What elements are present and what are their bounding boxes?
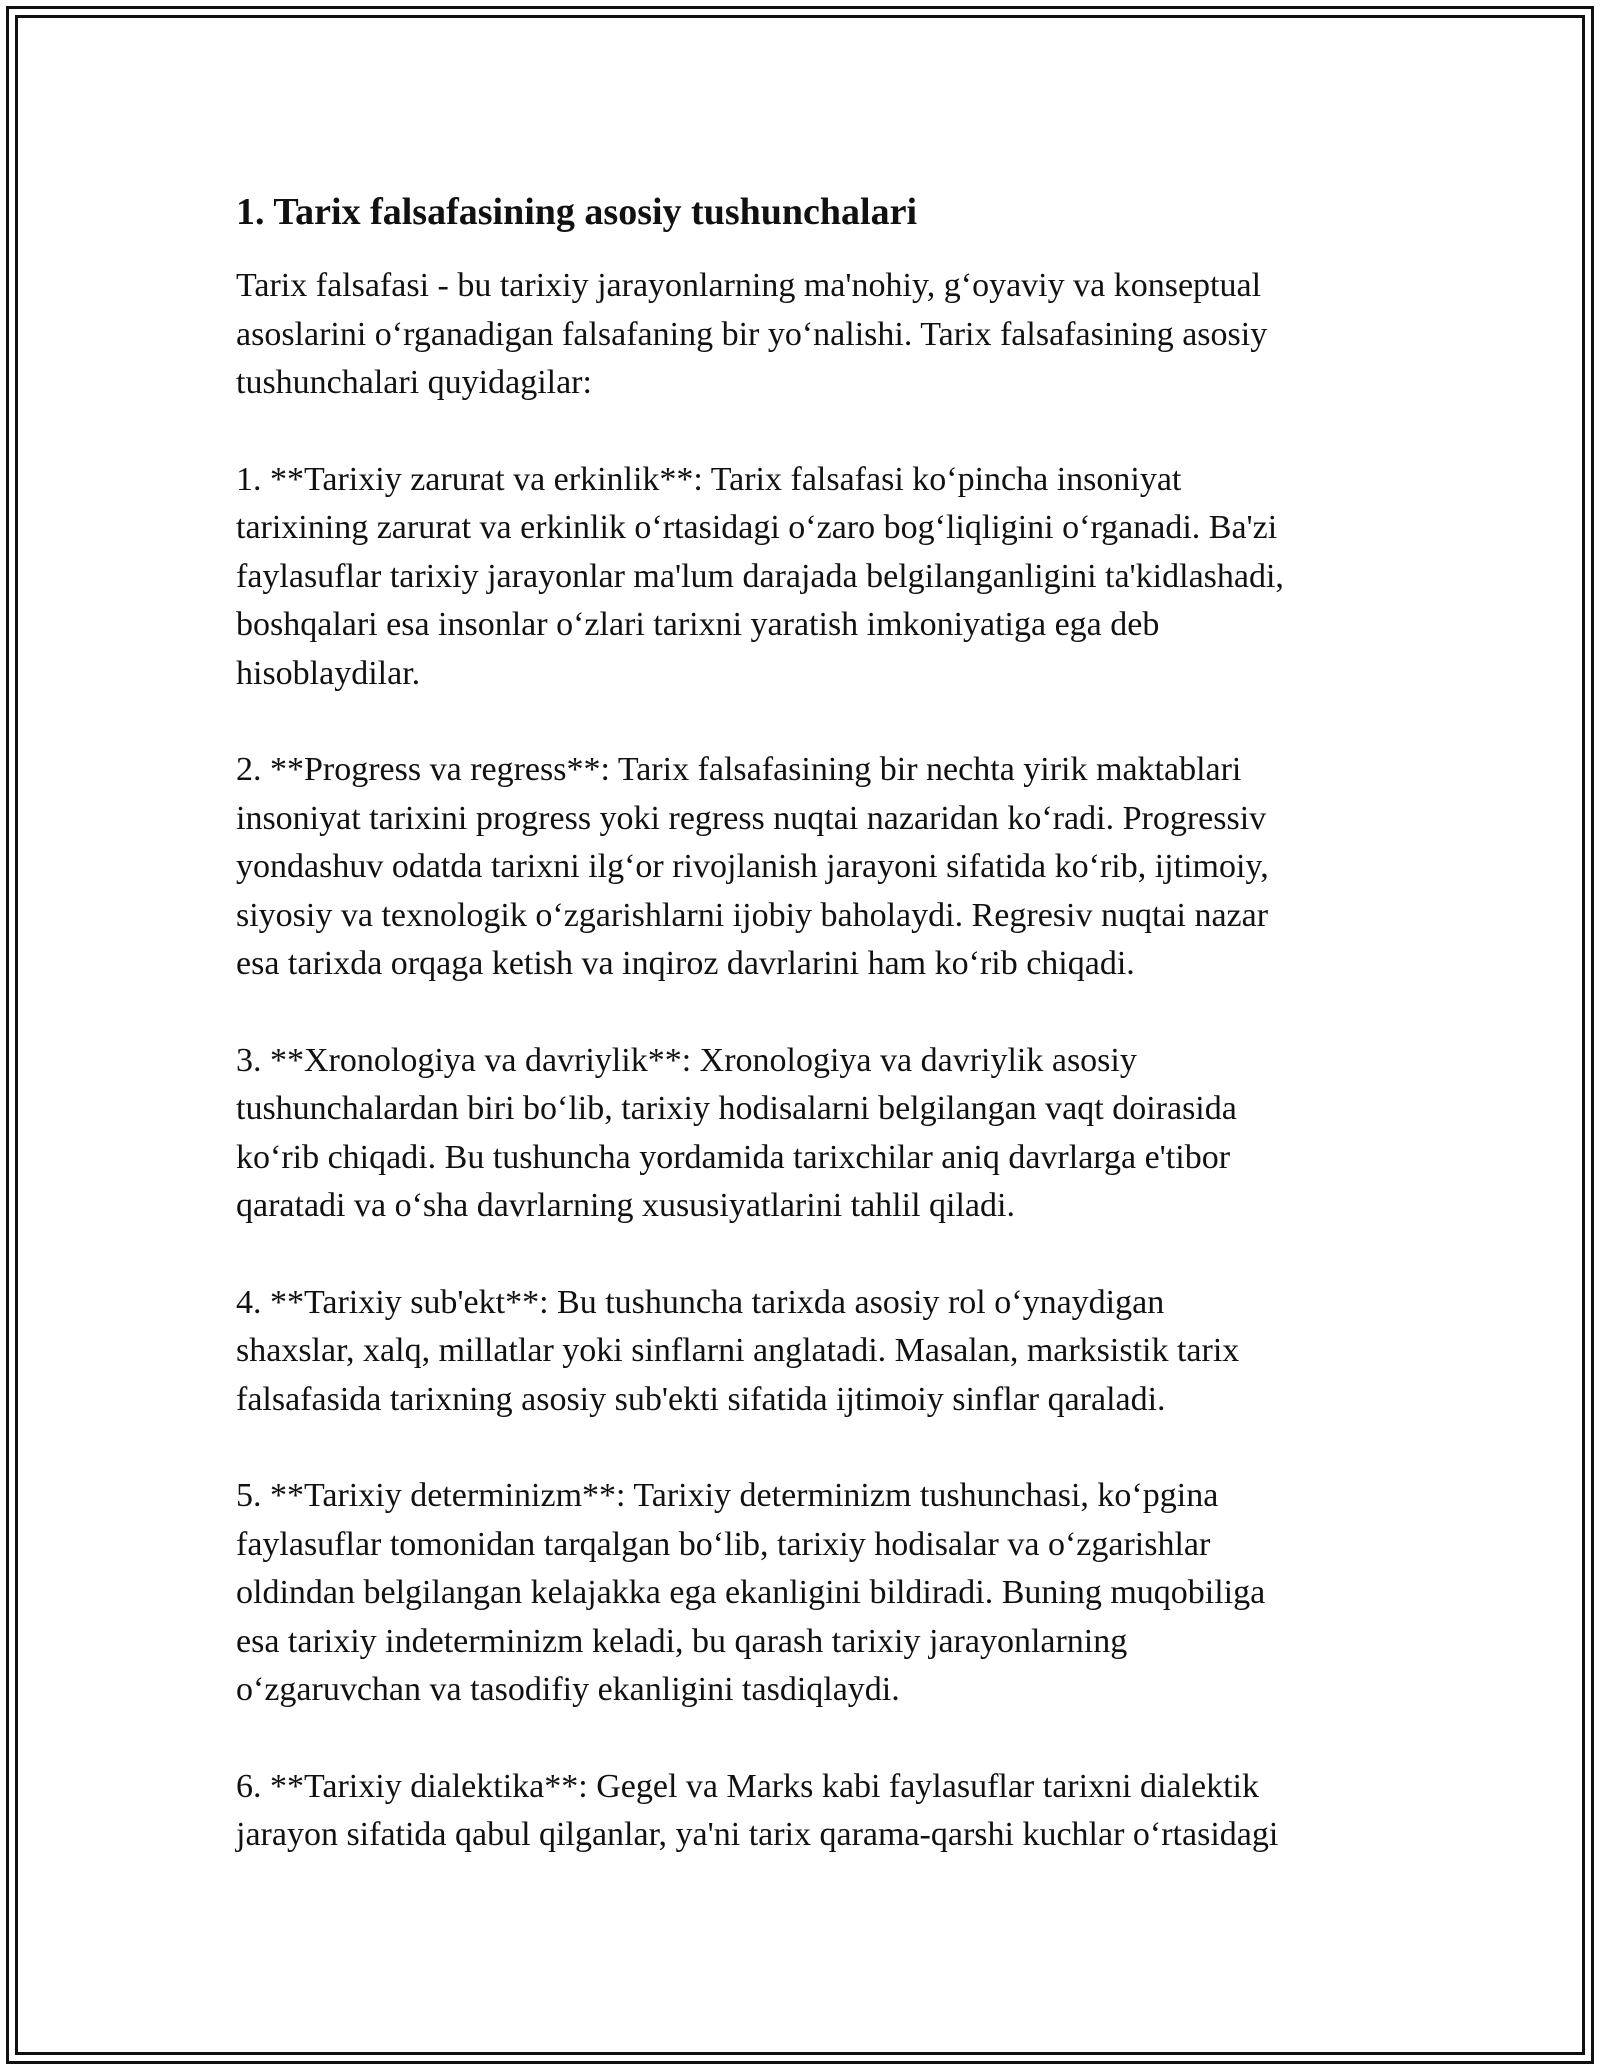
text-line: tarixining zarurat va erkinlik o‘rtasidagi o‘zaro bog‘liqligini o‘rganadi. Ba'zi: [236, 509, 1278, 546]
paragraph-item-1: [236, 456, 1376, 699]
text-line: Tarix falsafasi - bu tarixiy jarayonlarning ma'nohiy, g‘oyaviy va konseptual: [236, 267, 1262, 304]
text-line: faylasuflar tarixiy jarayonlar ma'lum darajada belgilanganligini ta'kidlashadi,: [236, 557, 1284, 595]
text-line: esa tarixiy indeterminizm keladi, bu qarash tarixiy jarayonlarning: [236, 1622, 1128, 1660]
paragraph-item-6: [236, 1763, 1376, 1860]
text-line: hisoblaydilar.: [236, 654, 421, 692]
text-line: tushunchalardan biri bo‘lib, tarixiy hodisalarni belgilangan vaqt doirasida: [236, 1090, 1237, 1127]
text-line: asoslarini o‘rganadigan falsafaning bir yo‘nalishi. Tarix falsafasining asosiy: [236, 315, 1268, 353]
text-line: 5. **Tarixiy determinizm**: Tarixiy determinizm tushunchasi, ko‘pgina: [236, 1477, 1219, 1514]
text-line: yondashuv odatda tarixni ilg‘or rivojlanish jarayoni sifatida ko‘rib, ijtimoiy,: [236, 848, 1269, 885]
text-line: 3. **Xronologiya va davriylik**: Xronologiya va davriylik asosiy: [236, 1041, 1137, 1079]
paragraph-intro: [236, 262, 1376, 408]
text-line: siyosiy va texnologik o‘zgarishlarni ijobiy baholaydi. Regresiv nuqtai nazar: [236, 896, 1269, 934]
text-line: o‘zgaruvchan va tasodifiy ekanligini tasdiqlaydi.: [236, 1671, 900, 1708]
text-line: esa tarixda orqaga ketish va inqiroz davrlarini ham ko‘rib chiqadi.: [236, 945, 1135, 982]
text-line: qaratadi va o‘sha davrlarning xususiyatlarini tahlil qiladi.: [236, 1187, 1015, 1224]
text-line: jarayon sifatida qabul qilganlar, ya'ni tarix qarama-qarshi kuchlar o‘rtasidagi: [236, 1816, 1279, 1853]
text-line: 4. **Tarixiy sub'ekt**: Bu tushuncha tarixda asosiy rol o‘ynaydigan: [236, 1283, 1165, 1321]
text-line: shaxslar, xalq, millatlar yoki sinflarni anglatadi. Masalan, marksistik tarix: [236, 1332, 1240, 1369]
section-heading: 1. Tarix falsafasining asosiy tushunchalari: [236, 191, 918, 233]
text-line: ko‘rib chiqadi. Bu tushuncha yordamida tarixchilar aniq davrlarga e'tibor: [236, 1138, 1231, 1176]
text-line: 1. **Tarixiy zarurat va erkinlik**: Tarix falsafasi ko‘pincha insoniyat: [236, 460, 1182, 498]
text-line: oldindan belgilangan kelajakka ega ekanligini bildiradi. Buning muqobiliga: [236, 1574, 1266, 1611]
document-body: [236, 186, 1376, 1908]
text-line: faylasuflar tomonidan tarqalgan bo‘lib, tarixiy hodisalar va o‘zgarishlar: [236, 1525, 1211, 1563]
paragraph-item-5: [236, 1472, 1376, 1715]
text-line: tushunchalari quyidagilar:: [236, 364, 592, 401]
paragraph-item-2: [236, 746, 1376, 989]
text-line: falsafasida tarixning asosiy sub'ekti sifatida ijtimoiy sinflar qaraladi.: [236, 1380, 1166, 1418]
text-line: insoniyat tarixini progress yoki regress nuqtai nazaridan ko‘radi. Progressiv: [236, 799, 1267, 837]
text-line: 2. **Progress va regress**: Tarix falsafasining bir nechta yirik maktablari: [236, 751, 1242, 788]
text-line: boshqalari esa insonlar o‘zlari tarixni yaratish imkoniyatiga ega deb: [236, 606, 1160, 643]
paragraph-item-3: [236, 1037, 1376, 1231]
text-line: 6. **Tarixiy dialektika**: Gegel va Marks kabi faylasuflar tarixni dialektik: [236, 1767, 1259, 1805]
paragraph-item-4: [236, 1279, 1376, 1425]
